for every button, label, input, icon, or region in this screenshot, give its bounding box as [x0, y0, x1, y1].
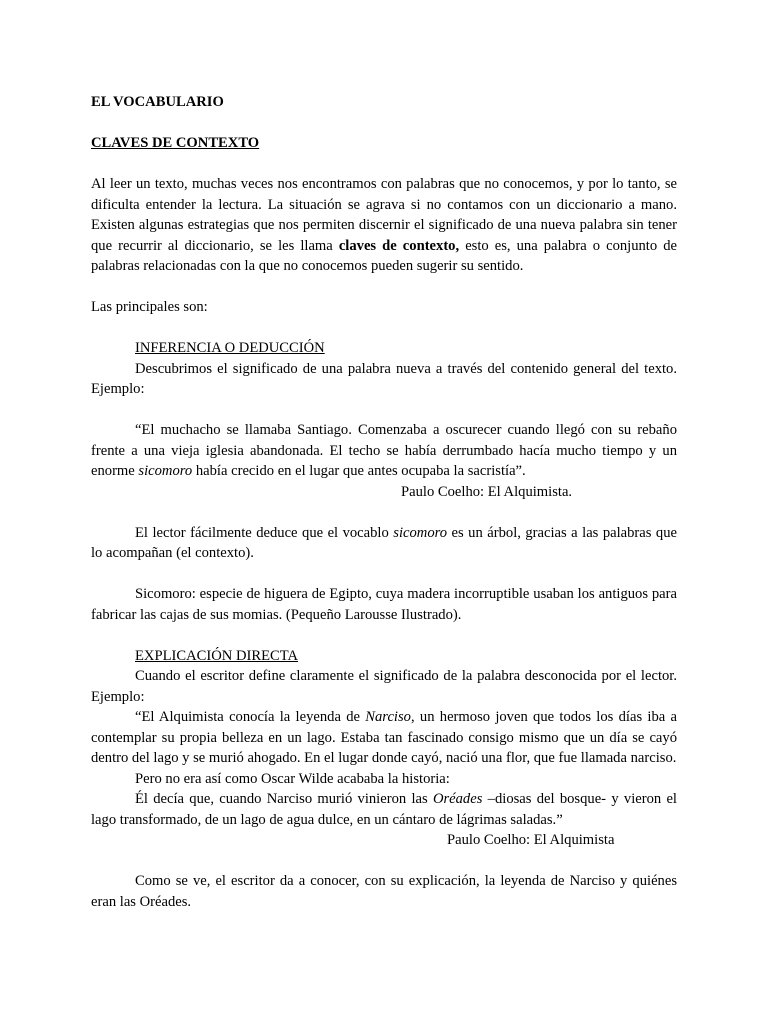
inference-explanation — [91, 523, 677, 564]
inference-explanation-text-2: es un árbol, gracias a las palabras que lo acompañan (el contexto). — [91, 524, 678, 561]
oreades-quote — [91, 789, 677, 830]
document-title: EL VOCABULARIO — [91, 94, 224, 110]
direct-explanation-description: Cuando el escritor define claramente el significado de la palabra desconocida por el lector. Ejemplo: — [91, 668, 677, 705]
inference-explanation-italic: sicomoro — [393, 524, 448, 541]
inference-quote-text-1: “El muchacho se llamaba Santiago. Comenzaba a oscurecer cuando llegó con su rebaño frente a una vieja iglesia abandonada. El techo se había derrumbado hacía mucho tiempo y un enorme — [91, 422, 677, 479]
oreades-quote-text-2: –diosas del bosque- y vieron el lago transformado, de un lago de agua dulce, en un cántaro de lágrimas saladas.” — [91, 791, 677, 828]
inference-description: Descubrimos el significado de una palabra nueva a través del contenido general del texto. Ejemplo: — [91, 360, 677, 397]
intro-text-2: esto es, una palabra o conjunto de palabras relacionadas con la que no conocemos pueden sugerir su sentido. — [91, 237, 677, 274]
sicomoro-definition: Sicomoro: especie de higuera de Egipto, cuya madera incorruptible usaban los antiguos para fabricar las cajas de sus momias. (Pequeño Larousse Ilustrado). — [91, 586, 677, 623]
inference-quote — [91, 420, 677, 482]
direct-explanation-attribution: Paulo Coelho: El Alquimista — [447, 832, 615, 848]
section-subtitle: CLAVES DE CONTEXTO — [91, 135, 260, 151]
intro-bold-term: claves de contexto, — [338, 237, 460, 254]
oreades-quote-text-1: Él decía que, cuando Narciso murió vinieron las — [135, 791, 433, 807]
narciso-quote-italic: Narciso — [365, 709, 411, 725]
wilde-line: Pero no era así como Oscar Wilde acababa la historia: — [135, 770, 450, 787]
narciso-quote-text-1: “El Alquimista conocía la leyenda de — [135, 709, 366, 725]
intro-text-1: Al leer un texto, muchas veces nos encontramos con palabras que no conocemos, y por lo tanto, se dificulta entender la lectura. La situación se agrava si no contamos con un diccionario a mano. Existen algunas estrategias que nos permiten discernir el significado de una nueva palabra sin tener que recurrir al diccionario, se les llama — [91, 176, 677, 254]
oreades-quote-italic: Oréades — [432, 791, 483, 807]
narciso-quote-text-2: , un hermoso joven que todos los días iba a contemplar su propia belleza en un lago. Estaba tan fascinado consigo mismo que un día se cayó dentro del lago y se murió ahogado. En el lugar donde cayó, nació una flor, que fue llamada narciso. — [91, 709, 677, 766]
principales-line: Las principales son: — [91, 299, 208, 315]
inference-attribution: Paulo Coelho: El Alquimista. — [401, 483, 573, 500]
conclusion-paragraph: Como se ve, el escritor da a conocer, con su explicación, la leyenda de Narciso y quiénes eran las Oréades. — [91, 873, 677, 910]
inference-quote-text-2: había crecido en el lugar que antes ocupaba la sacristía”. — [192, 463, 526, 479]
intro-paragraph — [91, 174, 677, 277]
inference-heading: INFERENCIA O DEDUCCIÓN — [135, 340, 325, 356]
direct-explanation-heading: EXPLICACIÓN DIRECTA — [135, 647, 299, 664]
inference-quote-italic: sicomoro — [138, 463, 193, 479]
narciso-quote — [91, 707, 677, 769]
inference-explanation-text-1: El lector fácilmente deduce que el vocablo — [135, 524, 394, 541]
